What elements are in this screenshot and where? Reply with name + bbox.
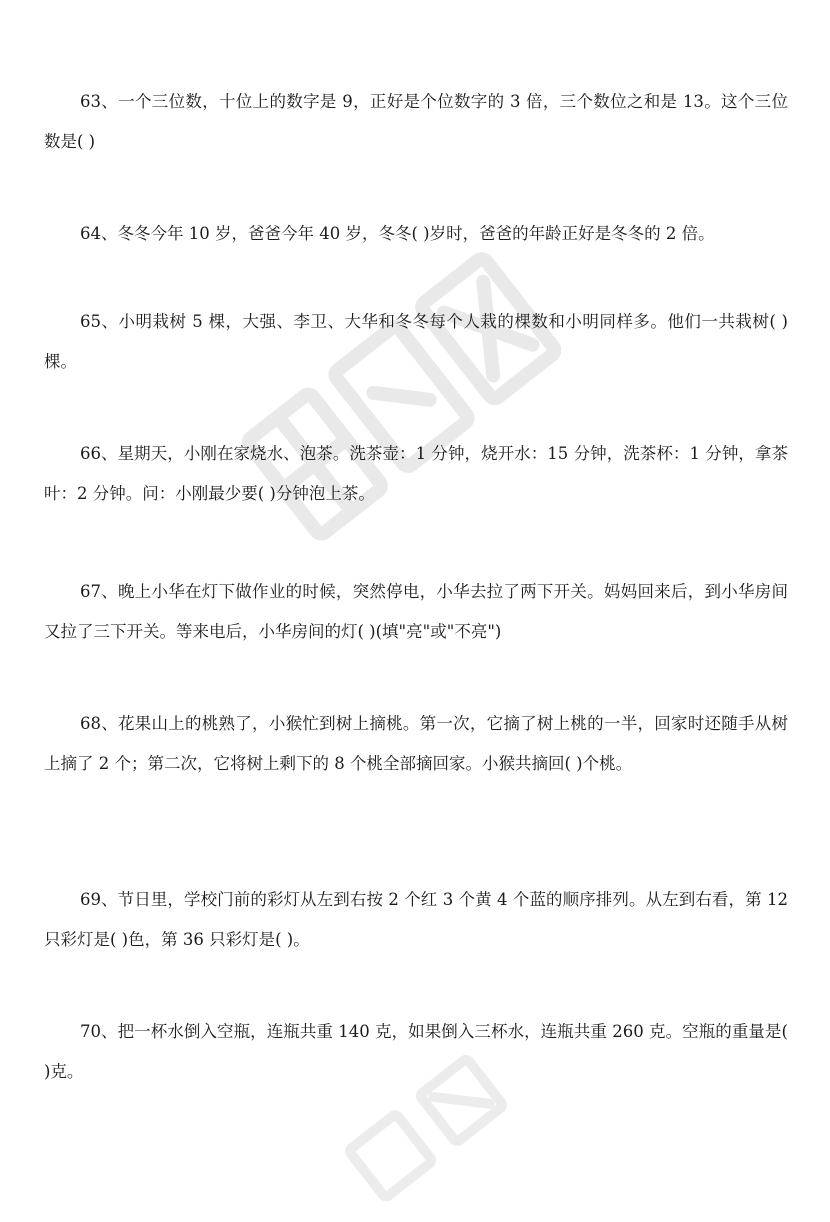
question-70: 70、把一杯水倒入空瓶，连瓶共重 140 克，如果倒入三杯水，连瓶共重 260 克。空瓶的重量是( )克。 [44,1022,788,1081]
question-68: 68、花果山上的桃熟了，小猴忙到树上摘桃。第一次，它摘了树上桃的一半，回家时还随手从树上摘了 2 个；第二次，它将树上剩下的 8 个桃全部摘回家。小猴共摘回( )个桃。 [44,714,788,773]
question-67: 67、晚上小华在灯下做作业的时候，突然停电，小华去拉了两下开关。妈妈回来后，到小华房间又拉了三下开关。等来电后，小华房间的灯( )(填"亮"或"不亮") [44,582,788,641]
question-69: 69、节日里，学校门前的彩灯从左到右按 2 个红 3 个黄 4 个蓝的顺序排列。从左到右看，第 12 只彩灯是( )色，第 36 只彩灯是( )。 [44,890,788,949]
question-63: 63、一个三位数，十位上的数字是 9，正好是个位数字的 3 倍，三个数位之和是 13。这个三位数是( ) [44,92,788,151]
question-65: 65、小明栽树 5 棵，大强、李卫、大华和冬冬每个人栽的棵数和小明同样多。他们一共栽树( )棵。 [44,312,788,371]
question-66: 66、星期天，小刚在家烧水、泡茶。洗茶壶：1 分钟，烧开水：15 分钟，洗茶杯：1 分钟，拿茶叶：2 分钟。问：小刚最少要( )分钟泡上茶。 [44,444,788,503]
question-64: 64、冬冬今年 10 岁，爸爸今年 40 岁，冬冬( )岁时，爸爸的年龄正好是冬冬的 2 倍。 [80,224,715,243]
